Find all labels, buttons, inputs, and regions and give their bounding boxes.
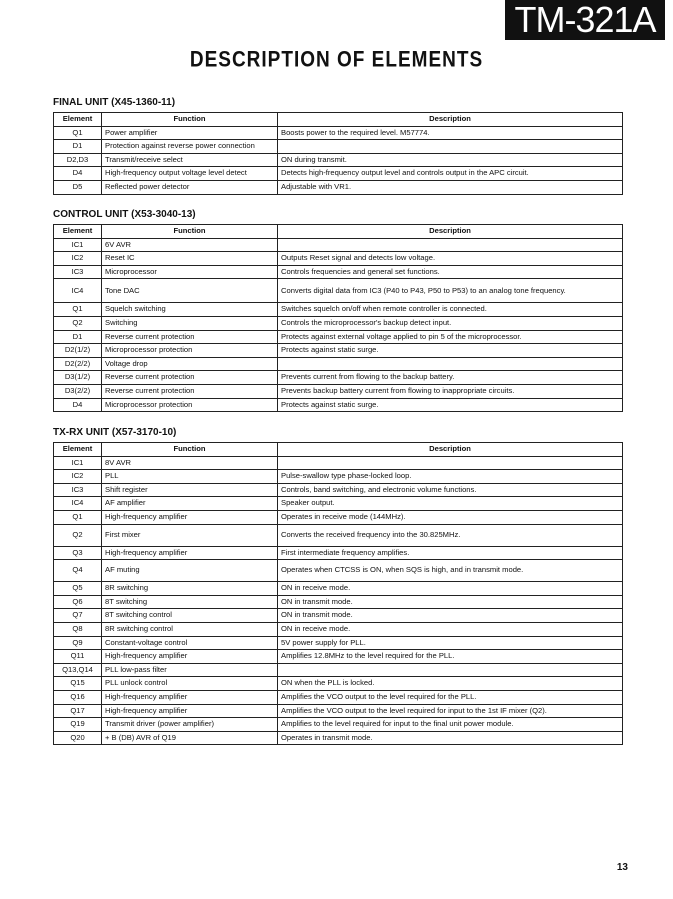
element-cell: Q19 (54, 718, 102, 732)
table-row (54, 371, 623, 385)
table-row (54, 731, 623, 745)
table-row (54, 483, 623, 497)
function-cell: 8R switching control (102, 622, 278, 636)
function-cell: 8T switching (102, 595, 278, 609)
description-cell: Operates in transmit mode. (278, 731, 623, 745)
description-header: Description (278, 443, 623, 457)
section-title: FINAL UNIT (X45-1360-11) (53, 97, 176, 108)
element-cell: Q8 (54, 622, 102, 636)
element-cell: D5 (54, 180, 102, 194)
function-cell: Transmit/receive select (102, 153, 278, 167)
element-cell: Q20 (54, 731, 102, 745)
description-cell: Controls frequencies and general set functions. (278, 265, 623, 279)
element-cell: IC4 (54, 497, 102, 511)
function-cell: Constant-voltage control (102, 636, 278, 650)
element-cell: IC2 (54, 252, 102, 266)
description-cell: Protects against external voltage applied to pin 5 of the microprocessor. (278, 330, 623, 344)
element-cell: Q17 (54, 704, 102, 718)
table-row (54, 279, 623, 303)
description-cell: Switches squelch on/off when remote controller is connected. (278, 303, 623, 317)
function-cell: PLL (102, 470, 278, 484)
function-cell: Shift register (102, 483, 278, 497)
element-cell: IC3 (54, 265, 102, 279)
function-cell: Microprocessor (102, 265, 278, 279)
table-row (54, 316, 623, 330)
elements-table (53, 112, 623, 195)
description-cell (278, 238, 623, 252)
function-cell: Reverse current protection (102, 371, 278, 385)
function-cell: AF muting (102, 560, 278, 582)
element-cell: Q7 (54, 609, 102, 623)
function-cell: Reset IC (102, 252, 278, 266)
function-cell: High-frequency amplifier (102, 650, 278, 664)
element-cell: D2(1/2) (54, 344, 102, 358)
description-cell: Amplifies 12.8MHz to the level required for the PLL. (278, 650, 623, 664)
description-cell: Controls, band switching, and electronic volume functions. (278, 483, 623, 497)
function-cell: Microprocessor protection (102, 398, 278, 412)
function-header: Function (102, 113, 278, 127)
table-row (54, 718, 623, 732)
description-cell: Converts the received frequency into the 30.825MHz. (278, 524, 623, 546)
description-header: Description (278, 225, 623, 239)
table-row (54, 546, 623, 560)
element-cell: Q15 (54, 677, 102, 691)
description-cell: ON in receive mode. (278, 622, 623, 636)
function-cell: + B (DB) AVR of Q19 (102, 731, 278, 745)
element-cell: IC1 (54, 238, 102, 252)
element-cell: D1 (54, 330, 102, 344)
elements-table (53, 224, 623, 412)
element-cell: IC1 (54, 456, 102, 470)
function-cell: PLL low-pass filter (102, 663, 278, 677)
function-cell: High-frequency amplifier (102, 704, 278, 718)
description-cell: ON in transmit mode. (278, 609, 623, 623)
description-cell: Amplifies the VCO output to the level required for input to the 1st IF mixer (Q2). (278, 704, 623, 718)
description-cell: Boosts power to the required level. M57774. (278, 126, 623, 140)
description-cell: Protects against static surge. (278, 398, 623, 412)
function-cell: Tone DAC (102, 279, 278, 303)
description-cell: Protects against static surge. (278, 344, 623, 358)
function-cell: High-frequency amplifier (102, 546, 278, 560)
section-title: CONTROL UNIT (X53-3040-13) (53, 209, 196, 220)
element-cell: Q2 (54, 524, 102, 546)
element-cell: Q1 (54, 510, 102, 524)
table-header-row (54, 113, 623, 127)
description-cell: First intermediate frequency amplifies. (278, 546, 623, 560)
table-row (54, 140, 623, 154)
table-row (54, 167, 623, 181)
element-cell: IC3 (54, 483, 102, 497)
table-row (54, 650, 623, 664)
function-cell: AF amplifier (102, 497, 278, 511)
description-cell: Operates in receive mode (144MHz). (278, 510, 623, 524)
table-row (54, 344, 623, 358)
description-cell: Operates when CTCSS is ON, when SQS is high, and in transmit mode. (278, 560, 623, 582)
description-cell: Prevents backup battery current from flowing to inappropriate circuits. (278, 384, 623, 398)
description-cell: Prevents current from flowing to the backup battery. (278, 371, 623, 385)
function-cell: Reverse current protection (102, 330, 278, 344)
table-row (54, 582, 623, 596)
function-cell: 8V AVR (102, 456, 278, 470)
element-cell: D4 (54, 398, 102, 412)
function-cell: High-frequency amplifier (102, 690, 278, 704)
function-cell: Switching (102, 316, 278, 330)
description-cell (278, 663, 623, 677)
description-cell: Controls the microprocessor's backup detect input. (278, 316, 623, 330)
description-cell (278, 140, 623, 154)
table-row (54, 677, 623, 691)
element-cell: Q4 (54, 560, 102, 582)
description-cell: Detects high-frequency output level and controls output in the APC circuit. (278, 167, 623, 181)
table-row (54, 238, 623, 252)
model-badge: TM-321A (505, 0, 665, 40)
description-cell: Adjustable with VR1. (278, 180, 623, 194)
element-header: Element (54, 225, 102, 239)
element-cell: D2,D3 (54, 153, 102, 167)
function-cell: Microprocessor protection (102, 344, 278, 358)
page-number: 13 (616, 862, 628, 873)
table-row (54, 456, 623, 470)
table-row (54, 622, 623, 636)
function-cell: 6V AVR (102, 238, 278, 252)
table-row (54, 398, 623, 412)
table-row (54, 126, 623, 140)
description-cell: Outputs Reset signal and detects low voltage. (278, 252, 623, 266)
table-row (54, 497, 623, 511)
description-cell: Converts digital data from IC3 (P40 to P43, P50 to P53) to an analog tone frequency. (278, 279, 623, 303)
element-cell: Q16 (54, 690, 102, 704)
function-header: Function (102, 443, 278, 457)
element-cell: D4 (54, 167, 102, 181)
element-header: Element (54, 443, 102, 457)
page-title: DESCRIPTION OF ELEMENTS (189, 48, 484, 73)
element-cell: Q9 (54, 636, 102, 650)
description-cell: ON in transmit mode. (278, 595, 623, 609)
element-cell: Q3 (54, 546, 102, 560)
function-cell: Power amplifier (102, 126, 278, 140)
description-cell: ON in receive mode. (278, 582, 623, 596)
description-cell (278, 456, 623, 470)
table-row (54, 330, 623, 344)
table-row (54, 153, 623, 167)
element-cell: D2(2/2) (54, 357, 102, 371)
element-cell: Q2 (54, 316, 102, 330)
element-cell: Q5 (54, 582, 102, 596)
description-cell: Amplifies to the level required for input to the final unit power module. (278, 718, 623, 732)
description-cell: 5V power supply for PLL. (278, 636, 623, 650)
function-cell: Reflected power detector (102, 180, 278, 194)
description-cell: Pulse-swallow type phase-locked loop. (278, 470, 623, 484)
function-cell: First mixer (102, 524, 278, 546)
function-cell: High-frequency output voltage level detect (102, 167, 278, 181)
element-cell: Q1 (54, 126, 102, 140)
table-row (54, 510, 623, 524)
element-header: Element (54, 113, 102, 127)
element-cell: Q11 (54, 650, 102, 664)
description-cell: ON when the PLL is locked. (278, 677, 623, 691)
table-header-row (54, 443, 623, 457)
table-row (54, 384, 623, 398)
table-header-row (54, 225, 623, 239)
description-cell: ON during transmit. (278, 153, 623, 167)
function-cell: 8R switching (102, 582, 278, 596)
function-cell: PLL unlock control (102, 677, 278, 691)
function-cell: 8T switching control (102, 609, 278, 623)
element-cell: D3(2/2) (54, 384, 102, 398)
description-cell: Speaker output. (278, 497, 623, 511)
function-cell: Protection against reverse power connection (102, 140, 278, 154)
elements-table (53, 442, 623, 745)
table-row (54, 180, 623, 194)
section-title: TX-RX UNIT (X57-3170-10) (53, 427, 177, 438)
table-row (54, 252, 623, 266)
table-row (54, 470, 623, 484)
table-row (54, 663, 623, 677)
table-row (54, 704, 623, 718)
table-row (54, 357, 623, 371)
description-header: Description (278, 113, 623, 127)
description-cell: Amplifies the VCO output to the level required for the PLL. (278, 690, 623, 704)
table-row (54, 303, 623, 317)
element-cell: Q6 (54, 595, 102, 609)
function-cell: Voltage drop (102, 357, 278, 371)
element-cell: Q13,Q14 (54, 663, 102, 677)
function-cell: High-frequency amplifier (102, 510, 278, 524)
table-row (54, 595, 623, 609)
function-header: Function (102, 225, 278, 239)
table-row (54, 690, 623, 704)
element-cell: D1 (54, 140, 102, 154)
table-row (54, 636, 623, 650)
element-cell: Q1 (54, 303, 102, 317)
table-row (54, 265, 623, 279)
element-cell: D3(1/2) (54, 371, 102, 385)
element-cell: IC4 (54, 279, 102, 303)
function-cell: Squelch switching (102, 303, 278, 317)
table-row (54, 560, 623, 582)
description-cell (278, 357, 623, 371)
function-cell: Reverse current protection (102, 384, 278, 398)
table-row (54, 609, 623, 623)
function-cell: Transmit driver (power amplifier) (102, 718, 278, 732)
table-row (54, 524, 623, 546)
element-cell: IC2 (54, 470, 102, 484)
